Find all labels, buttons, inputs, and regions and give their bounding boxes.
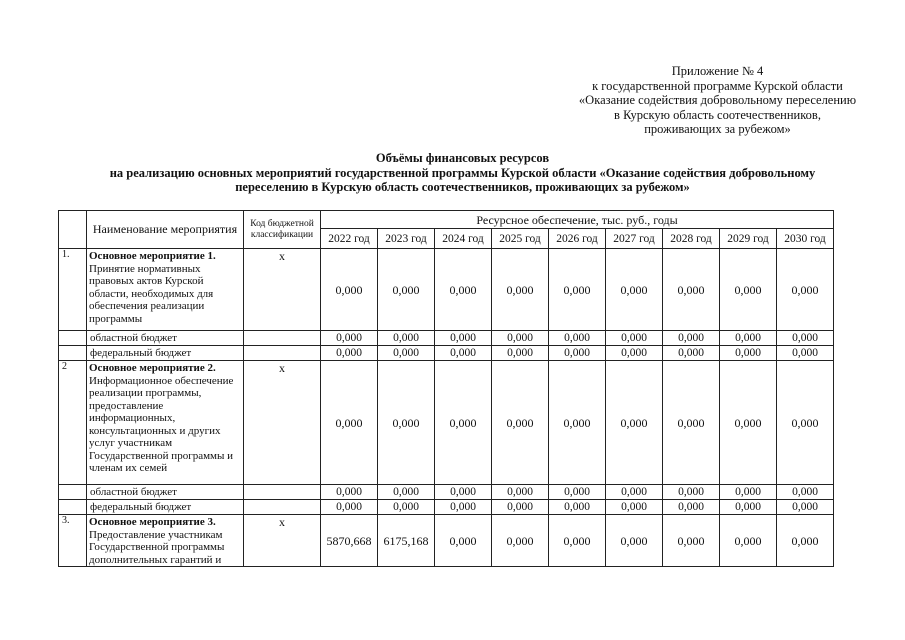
measure-description: Принятие нормативных правовых актов Курской области, необходимых для обеспечения реализации программы — [89, 262, 214, 325]
measure-value: 0,000 — [378, 361, 435, 485]
appendix-line: к государственной программе Курской области — [592, 78, 843, 93]
measure-value: 0,000 — [492, 249, 549, 331]
measure-value: 0,000 — [777, 361, 834, 485]
budget-row — [59, 485, 834, 500]
budget-code-cell — [244, 346, 321, 361]
resources-table — [58, 210, 834, 567]
budget-code-cell — [244, 485, 321, 500]
budget-label: областной бюджет — [87, 485, 244, 500]
header-year: 2026 год — [549, 229, 606, 249]
header-year: 2025 год — [492, 229, 549, 249]
measure-code: х — [244, 249, 321, 331]
budget-num-cell — [59, 346, 87, 361]
appendix-line: в Курскую область соотечественников, — [614, 107, 821, 122]
measure-value: 0,000 — [321, 361, 378, 485]
measure-value: 0,000 — [606, 249, 663, 331]
budget-value: 0,000 — [663, 500, 720, 515]
measure-value: 0,000 — [435, 249, 492, 331]
budget-value: 0,000 — [321, 500, 378, 515]
budget-value: 0,000 — [663, 346, 720, 361]
measure-code: х — [244, 361, 321, 485]
measure-value: 0,000 — [606, 515, 663, 567]
measure-value: 0,000 — [720, 515, 777, 567]
appendix-line: «Оказание содействия добровольному переселению — [578, 93, 857, 107]
budget-value: 0,000 — [321, 346, 378, 361]
budget-value: 0,000 — [321, 331, 378, 346]
measure-code: х — [244, 515, 321, 567]
title-line: на реализацию основных мероприятий государственной программы Курской области «Оказание содействия добровольному — [109, 165, 816, 180]
header-year: 2029 год — [720, 229, 777, 249]
budget-value: 0,000 — [606, 346, 663, 361]
header-year: 2024 год — [435, 229, 492, 249]
budget-value: 0,000 — [549, 500, 606, 515]
budget-value: 0,000 — [378, 346, 435, 361]
measure-title: Основное мероприятие 2. — [89, 362, 216, 374]
budget-value: 0,000 — [663, 485, 720, 500]
appendix-header — [540, 64, 895, 137]
budget-value: 0,000 — [492, 346, 549, 361]
budget-label: областной бюджет — [87, 331, 244, 346]
header-year: 2030 год — [777, 229, 834, 249]
budget-value: 0,000 — [663, 331, 720, 346]
measure-value: 0,000 — [378, 249, 435, 331]
budget-value: 0,000 — [720, 331, 777, 346]
measure-name — [87, 361, 244, 485]
budget-row — [59, 346, 834, 361]
measure-row — [59, 249, 834, 331]
budget-label: федеральный бюджет — [87, 346, 244, 361]
budget-value: 0,000 — [321, 485, 378, 500]
measure-value: 0,000 — [663, 361, 720, 485]
header-row — [59, 211, 834, 229]
header-resources: Ресурсное обеспечение, тыс. руб., годы — [321, 211, 834, 229]
budget-value: 0,000 — [549, 331, 606, 346]
measure-row — [59, 515, 834, 567]
measure-name — [87, 515, 244, 567]
budget-value: 0,000 — [777, 331, 834, 346]
measure-value: 0,000 — [549, 515, 606, 567]
budget-value: 0,000 — [378, 485, 435, 500]
measure-number: 3. — [59, 515, 87, 567]
budget-value: 0,000 — [549, 346, 606, 361]
budget-value: 0,000 — [720, 485, 777, 500]
table-body — [59, 211, 834, 567]
measure-value: 5870,668 — [321, 515, 378, 567]
header-year: 2028 год — [663, 229, 720, 249]
title-line: Объёмы финансовых ресурсов — [375, 151, 550, 165]
measure-name — [87, 249, 244, 331]
title-line: переселению в Курскую область соотечественников, проживающих за рубежом» — [235, 180, 690, 194]
header-code: Код бюджетной классификации — [244, 211, 321, 249]
budget-value: 0,000 — [435, 500, 492, 515]
measure-value: 0,000 — [663, 249, 720, 331]
measure-value: 0,000 — [435, 361, 492, 485]
budget-value: 0,000 — [606, 500, 663, 515]
budget-row — [59, 500, 834, 515]
measure-value: 0,000 — [663, 515, 720, 567]
budget-value: 0,000 — [777, 346, 834, 361]
budget-code-cell — [244, 500, 321, 515]
measure-title: Основное мероприятие 3. — [89, 516, 216, 528]
budget-value: 0,000 — [777, 485, 834, 500]
budget-value: 0,000 — [720, 500, 777, 515]
measure-description: Информационное обеспечение реализации программы, предоставление информационных, консультационных и других услуг участникам Государственной программы и членам их семей — [89, 374, 234, 474]
budget-value: 0,000 — [378, 500, 435, 515]
measure-value: 0,000 — [720, 361, 777, 485]
budget-value: 0,000 — [777, 500, 834, 515]
measure-value: 0,000 — [777, 249, 834, 331]
measure-row — [59, 361, 834, 485]
document-title — [60, 151, 865, 195]
budget-value: 0,000 — [435, 346, 492, 361]
budget-code-cell — [244, 331, 321, 346]
measure-value: 0,000 — [720, 249, 777, 331]
budget-value: 0,000 — [492, 500, 549, 515]
budget-value: 0,000 — [720, 346, 777, 361]
budget-value: 0,000 — [549, 485, 606, 500]
measure-value: 0,000 — [321, 249, 378, 331]
header-year: 2022 год — [321, 229, 378, 249]
measure-value: 6175,168 — [378, 515, 435, 567]
header-name: Наименование мероприятия — [87, 211, 244, 249]
budget-value: 0,000 — [378, 331, 435, 346]
header-year: 2027 год — [606, 229, 663, 249]
budget-value: 0,000 — [492, 485, 549, 500]
header-year: 2023 год — [378, 229, 435, 249]
budget-value: 0,000 — [606, 331, 663, 346]
budget-label: федеральный бюджет — [87, 500, 244, 515]
measure-value: 0,000 — [549, 361, 606, 485]
measure-value: 0,000 — [606, 361, 663, 485]
measure-value: 0,000 — [435, 515, 492, 567]
budget-value: 0,000 — [435, 485, 492, 500]
appendix-line: Приложение № 4 — [671, 64, 764, 78]
measure-value: 0,000 — [777, 515, 834, 567]
measure-value: 0,000 — [549, 249, 606, 331]
header-num-cell — [59, 211, 87, 249]
measure-description: Предоставление участникам Государственной программы дополнительных гарантий и — [89, 528, 225, 566]
budget-value: 0,000 — [606, 485, 663, 500]
budget-value: 0,000 — [435, 331, 492, 346]
measure-value: 0,000 — [492, 515, 549, 567]
budget-num-cell — [59, 485, 87, 500]
budget-num-cell — [59, 331, 87, 346]
measure-value: 0,000 — [492, 361, 549, 485]
measure-title: Основное мероприятие 1. — [89, 250, 216, 262]
budget-value: 0,000 — [492, 331, 549, 346]
measure-number: 1. — [59, 249, 87, 331]
appendix-line: проживающих за рубежом» — [644, 122, 791, 136]
budget-num-cell — [59, 500, 87, 515]
measure-number: 2 — [59, 361, 87, 485]
budget-row — [59, 331, 834, 346]
